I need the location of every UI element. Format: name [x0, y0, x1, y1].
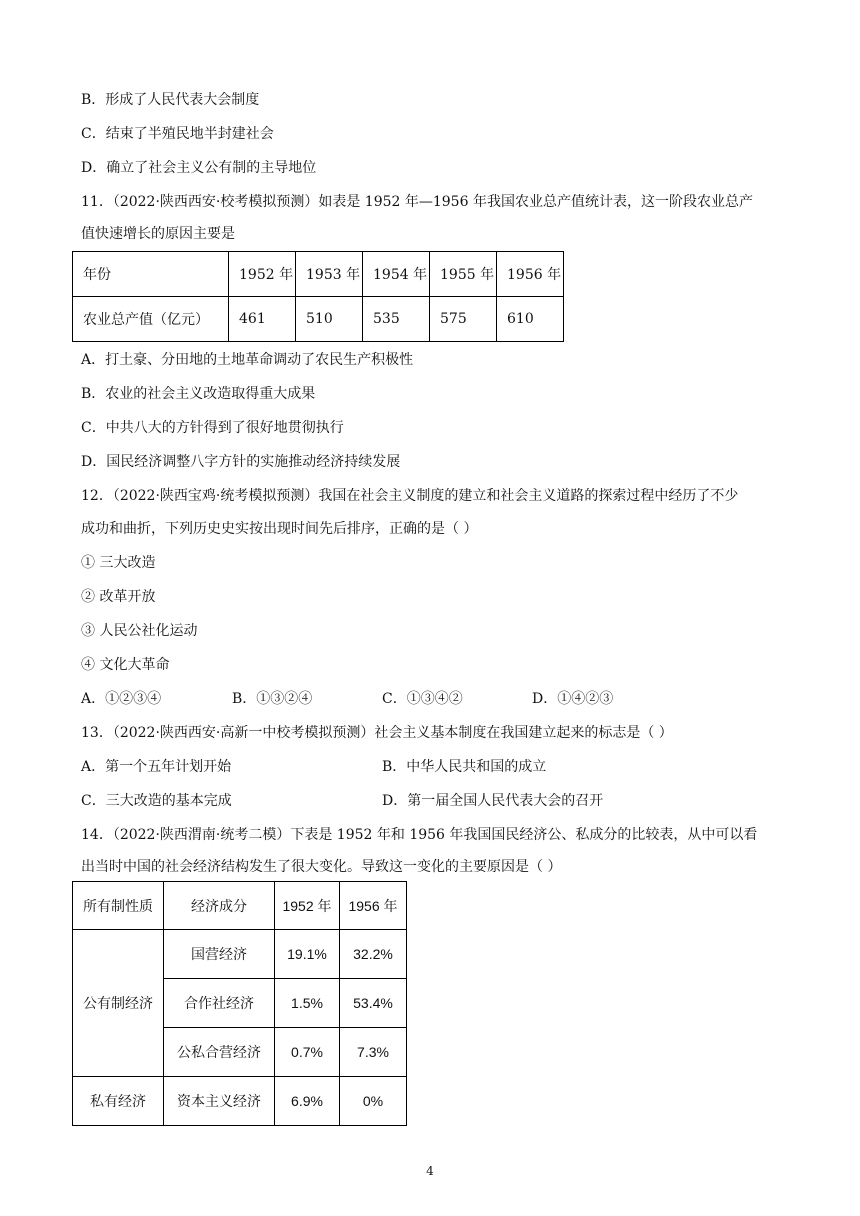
page-number: 4 — [426, 1164, 434, 1178]
q12-option-c: C．①③④② — [382, 691, 463, 707]
q11-option-d: D．国民经济调整八字方针的实施推动经济持续发展 — [81, 454, 401, 470]
q12-item-2: ② 改革开放 — [81, 589, 156, 605]
q10-option-b: B．形成了人民代表大会制度 — [81, 92, 260, 108]
q14-stem-line2: 出当时中国的社会经济结构发生了很大变化。导致这一变化的主要原因是（ ） — [81, 859, 562, 875]
table-cell: 1954 年 — [363, 252, 430, 297]
table-cell: 610 — [497, 297, 564, 342]
q12-item-4: ④ 文化大革命 — [81, 657, 170, 673]
q14-stem-line1: 14．（2022·陕西渭南·统考二模）下表是 1952 年和 1956 年我国国民经济公、私成分的比较表，从中可以看 — [81, 827, 758, 843]
q13-option-d: D．第一届全国人民代表大会的召开 — [382, 793, 604, 809]
q12-item-1: ① 三大改造 — [81, 555, 156, 571]
q13-option-a: A．第一个五年计划开始 — [81, 759, 232, 775]
q11-agri-output-table — [72, 251, 564, 342]
table-cell: 32.2% — [340, 930, 407, 979]
table-cell: 1.5% — [275, 979, 340, 1028]
table-cell: 国营经济 — [164, 930, 275, 979]
q10-option-d: D．确立了社会主义公有制的主导地位 — [81, 160, 317, 176]
table-cell: 私有经济 — [73, 1077, 164, 1126]
table-cell: 合作社经济 — [164, 979, 275, 1028]
q14-economy-table — [72, 881, 407, 1126]
q11-stem-line1: 11．（2022·陕西西安·校考模拟预测）如表是 1952 年—1956 年我国农业总产值统计表，这一阶段农业总产 — [81, 194, 753, 210]
table-cell: 资本主义经济 — [164, 1077, 275, 1126]
table-cell: 1952 年 — [229, 252, 296, 297]
table-cell: 1956 年 — [497, 252, 564, 297]
q12-option-a: A．①②③④ — [81, 691, 162, 707]
table-header-cell: 经济成分 — [164, 882, 275, 930]
table-header-cell: 1952 年 — [275, 882, 340, 930]
q11-option-c: C．中共八大的方针得到了很好地贯彻执行 — [81, 420, 344, 436]
table-cell: 6.9% — [275, 1077, 340, 1126]
q11-stem-line2: 值快速增长的原因主要是 — [81, 226, 235, 242]
table-cell: 510 — [296, 297, 363, 342]
q11-option-a: A．打土豪、分田地的土地革命调动了农民生产积极性 — [81, 352, 414, 368]
q12-option-b: B．①③②④ — [232, 691, 313, 707]
table-cell: 农业总产值（亿元） — [73, 297, 229, 342]
q12-item-3: ③ 人民公社化运动 — [81, 623, 198, 639]
q13-option-b: B．中华人民共和国的成立 — [382, 759, 547, 775]
q12-stem-line1: 12．（2022·陕西宝鸡·统考模拟预测）我国在社会主义制度的建立和社会主义道路的探索过程中经历了不少 — [81, 488, 739, 504]
table-cell: 53.4% — [340, 979, 407, 1028]
table-row — [73, 297, 564, 342]
q11-option-b: B．农业的社会主义改造取得重大成果 — [81, 386, 316, 402]
table-cell: 公私合营经济 — [164, 1028, 275, 1077]
q12-option-d: D．①④②③ — [532, 691, 614, 707]
table-cell: 1953 年 — [296, 252, 363, 297]
table-cell: 19.1% — [275, 930, 340, 979]
table-row — [73, 882, 407, 930]
table-row — [73, 1077, 407, 1126]
table-cell: 0% — [340, 1077, 407, 1126]
table-cell: 1955 年 — [430, 252, 497, 297]
q13-option-c: C．三大改造的基本完成 — [81, 793, 232, 809]
table-cell: 461 — [229, 297, 296, 342]
table-cell: 575 — [430, 297, 497, 342]
table-row — [73, 930, 407, 979]
table-cell: 535 — [363, 297, 430, 342]
q10-option-c: C．结束了半殖民地半封建社会 — [81, 126, 274, 142]
table-header-cell: 所有制性质 — [73, 882, 164, 930]
table-cell: 公有制经济 — [73, 930, 164, 1077]
table-header-cell: 1956 年 — [340, 882, 407, 930]
q13-stem: 13．（2022·陕西西安·高新一中校考模拟预测）社会主义基本制度在我国建立起来的标志是（ ） — [81, 725, 673, 741]
table-cell: 年份 — [73, 252, 229, 297]
q12-stem-line2: 成功和曲折，下列历史史实按出现时间先后排序，正确的是（ ） — [81, 521, 478, 537]
table-cell: 7.3% — [340, 1028, 407, 1077]
table-row — [73, 252, 564, 297]
table-cell: 0.7% — [275, 1028, 340, 1077]
